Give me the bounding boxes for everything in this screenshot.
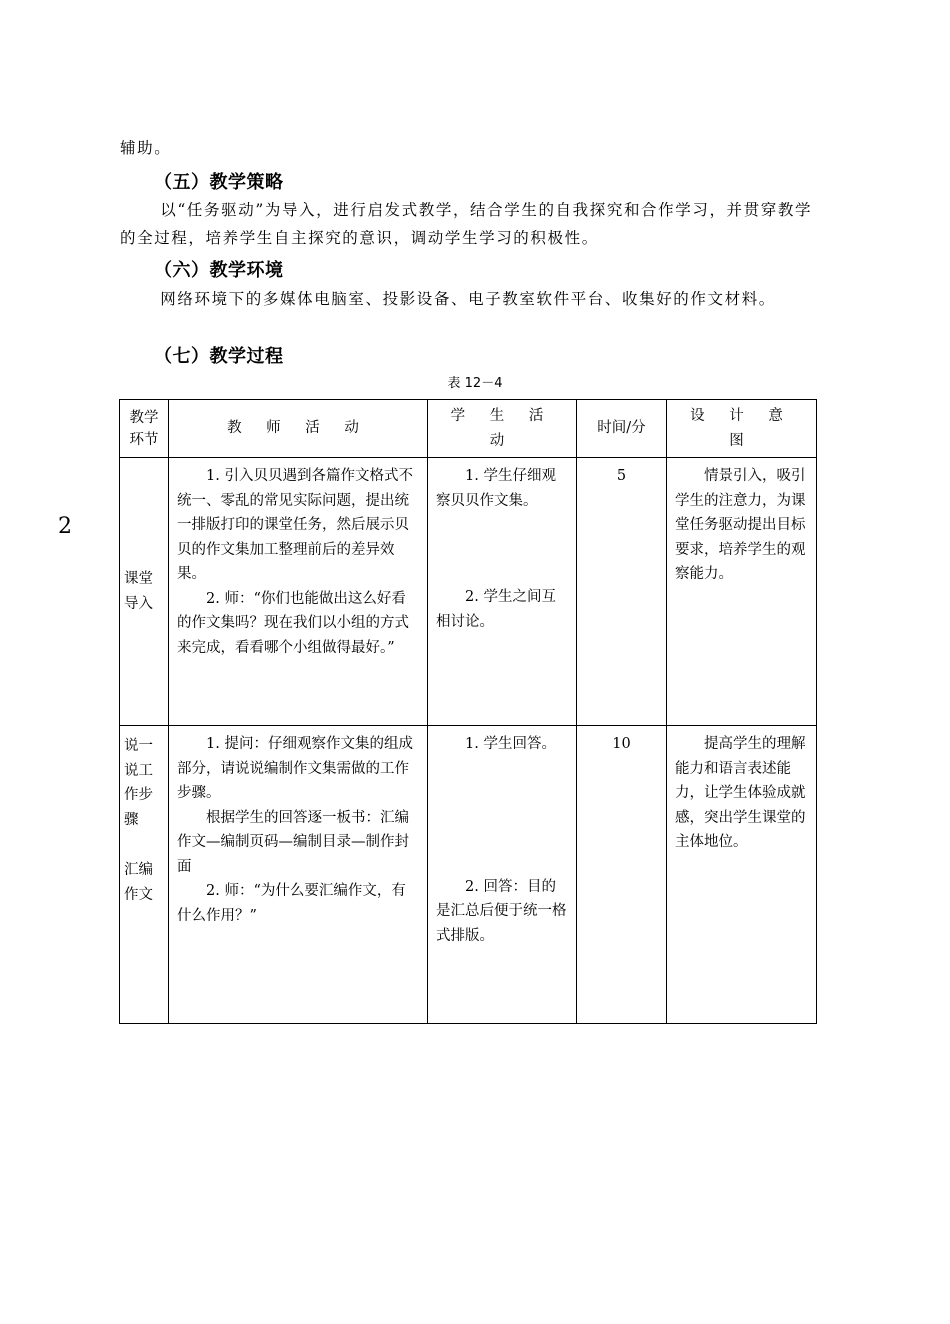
time-value: 5 xyxy=(616,468,627,484)
table-row xyxy=(120,726,817,1024)
design-intent-cell xyxy=(667,458,817,726)
table-row xyxy=(120,458,817,726)
time-value: 10 xyxy=(612,736,631,752)
student-activity-item: 2. 回答：目的是汇总后便于统一格式排版。 xyxy=(436,878,567,944)
teaching-process-table xyxy=(119,399,817,1024)
design-intent-text: 提高学生的理解能力和语言表述能力，让学生体验成就感，突出学生课堂的主体地位。 xyxy=(675,736,806,850)
stage-cell xyxy=(120,726,169,1024)
design-intent-cell xyxy=(667,726,817,1024)
design-intent-text: 情景引入，吸引学生的注意力，为课堂任务驱动提出目标要求，培养学生的观察能力。 xyxy=(675,468,806,582)
header-teacher: 教 师 活 动 xyxy=(169,400,428,458)
header-design: 设 计 意 图 xyxy=(667,400,817,458)
student-activity-cell xyxy=(428,726,577,1024)
section-body-environment: 网络环境下的多媒体电脑室、投影设备、电子教室软件平台、收集好的作文材料。 xyxy=(160,290,776,308)
student-activity-cell xyxy=(428,458,577,726)
stage-label: 课堂导入 xyxy=(124,571,153,612)
teacher-activity-cell xyxy=(169,726,428,1024)
header-time: 时间/分 xyxy=(577,400,667,458)
time-cell xyxy=(577,458,667,726)
student-activity-item: 1. 学生仔细观察贝贝作文集。 xyxy=(436,468,556,509)
header-student: 学 生 活 动 xyxy=(428,400,577,458)
section-body-strategy: 以“任务驱动”为导入，进行启发式教学，结合学生的自我探究和合作学习，并贯穿教学的全过程，培养学生自主探究的意识，调动学生学习的积极性。 xyxy=(120,201,813,247)
stage-label: 说一说工作步骤 xyxy=(124,738,153,828)
section-heading-process: （七）教学过程 xyxy=(154,346,284,367)
teacher-activity-cell xyxy=(169,458,428,726)
stage-label: 汇编作文 xyxy=(124,862,153,903)
intro-text: 辅助。 xyxy=(120,139,172,157)
page-number: 2 xyxy=(58,514,72,539)
teacher-activity-item: 1. 引入贝贝遇到各篇作文格式不统一、零乱的常见实际问题，提出统一排版打印的课堂任务，然后展示贝贝的作文集加工整理前后的差异效果。 xyxy=(177,468,413,582)
time-cell xyxy=(577,726,667,1024)
table-header-row xyxy=(120,400,817,458)
section-heading-environment: （六）教学环境 xyxy=(154,260,284,281)
teacher-activity-item: 2. 师：“你们也能做出这么好看的作文集吗？现在我们以小组的方式来完成，看看哪个小组做得最好。” xyxy=(177,590,409,656)
teacher-activity-item: 1. 提问：仔细观察作文集的组成部分，请说说编制作文集需做的工作步骤。 xyxy=(177,736,413,801)
teacher-activity-item: 根据学生的回答逐一板书：汇编作文—编制页码—编制目录—制作封面 xyxy=(177,809,409,875)
student-activity-item: 2. 学生之间互相讨论。 xyxy=(436,589,556,630)
table-caption: 表 12－4 xyxy=(447,376,503,391)
header-stage: 教学环节 xyxy=(120,400,169,458)
teacher-activity-item: 2. 师：“为什么要汇编作文，有什么作用？” xyxy=(177,883,406,924)
stage-cell xyxy=(120,458,169,726)
section-heading-strategy: （五）教学策略 xyxy=(154,172,284,193)
student-activity-item: 1. 学生回答。 xyxy=(465,736,556,752)
